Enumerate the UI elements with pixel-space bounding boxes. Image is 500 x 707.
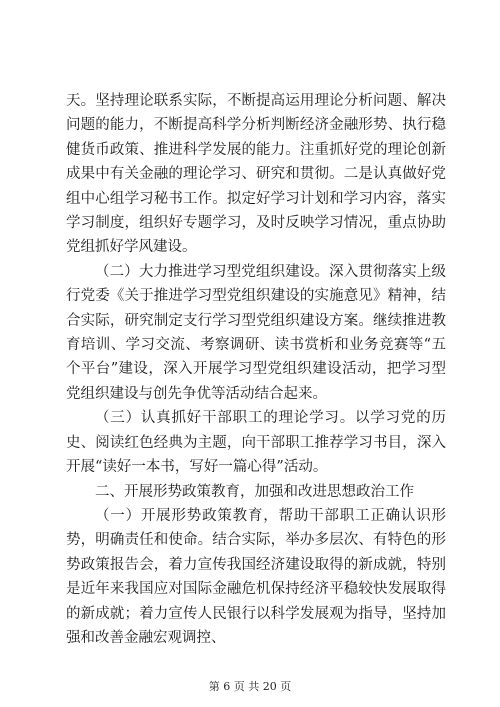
section-heading-2: 二、开展形势政策教育，加强和改进思想政治工作 bbox=[95, 483, 414, 500]
paragraph-3: （三）认真抓好干部职工的理论学习。以学习党的历史、阅读红色经典为主题，向干部职工推荐学习书目，深入开展“读好一本书，写好一篇心得”活动。 bbox=[66, 410, 446, 476]
paragraph-1: 天。坚持理论联系实际，不断提高运用理论分析问题、解决问题的能力，不断提高科学分析判断经济金融形势、执行稳健货币政策、推进科学发展的能力。注重抓好党的理论创新成果中有关金融的理论学习、研究和贯彻。二是认真做好党组中心组学习秘书工作。拟定好学习计划和学习内容，落实学习制度，组织好专题学习，及时反映学习情况，重点协助党组抓好学风建设。 bbox=[66, 93, 446, 256]
paragraph-4: （一）开展形势政策教育，帮助干部职工正确认识形势，明确责任和使命。结合实际，举办多层次、有特色的形势政策报告会，着力宣传我国经济建设取得的新成就，特别是近年来我国应对国际金融危机保持经济平稳较快发展取得的新成就；着力宣传人民银行以科学发展观为指导，坚持加强和改善金融宏观调控、 bbox=[66, 507, 446, 646]
document-body bbox=[66, 89, 446, 650]
page-number-footer: 第 6 页 共 20 页 bbox=[208, 680, 292, 693]
paragraph-2: （二）大力推进学习型党组织建设。深入贯彻落实上级行党委《关于推进学习型党组织建设的实施意见》精神，结合实际，研究制定支行学习型党组织建设方案。继续推进教育培训、学习交流、考察调研、读书赏析和业务竞赛等“五个平台”建设，深入开展学习型党组织建设活动，把学习型党组织建设与创先争优等活动结合起来。 bbox=[66, 263, 446, 402]
